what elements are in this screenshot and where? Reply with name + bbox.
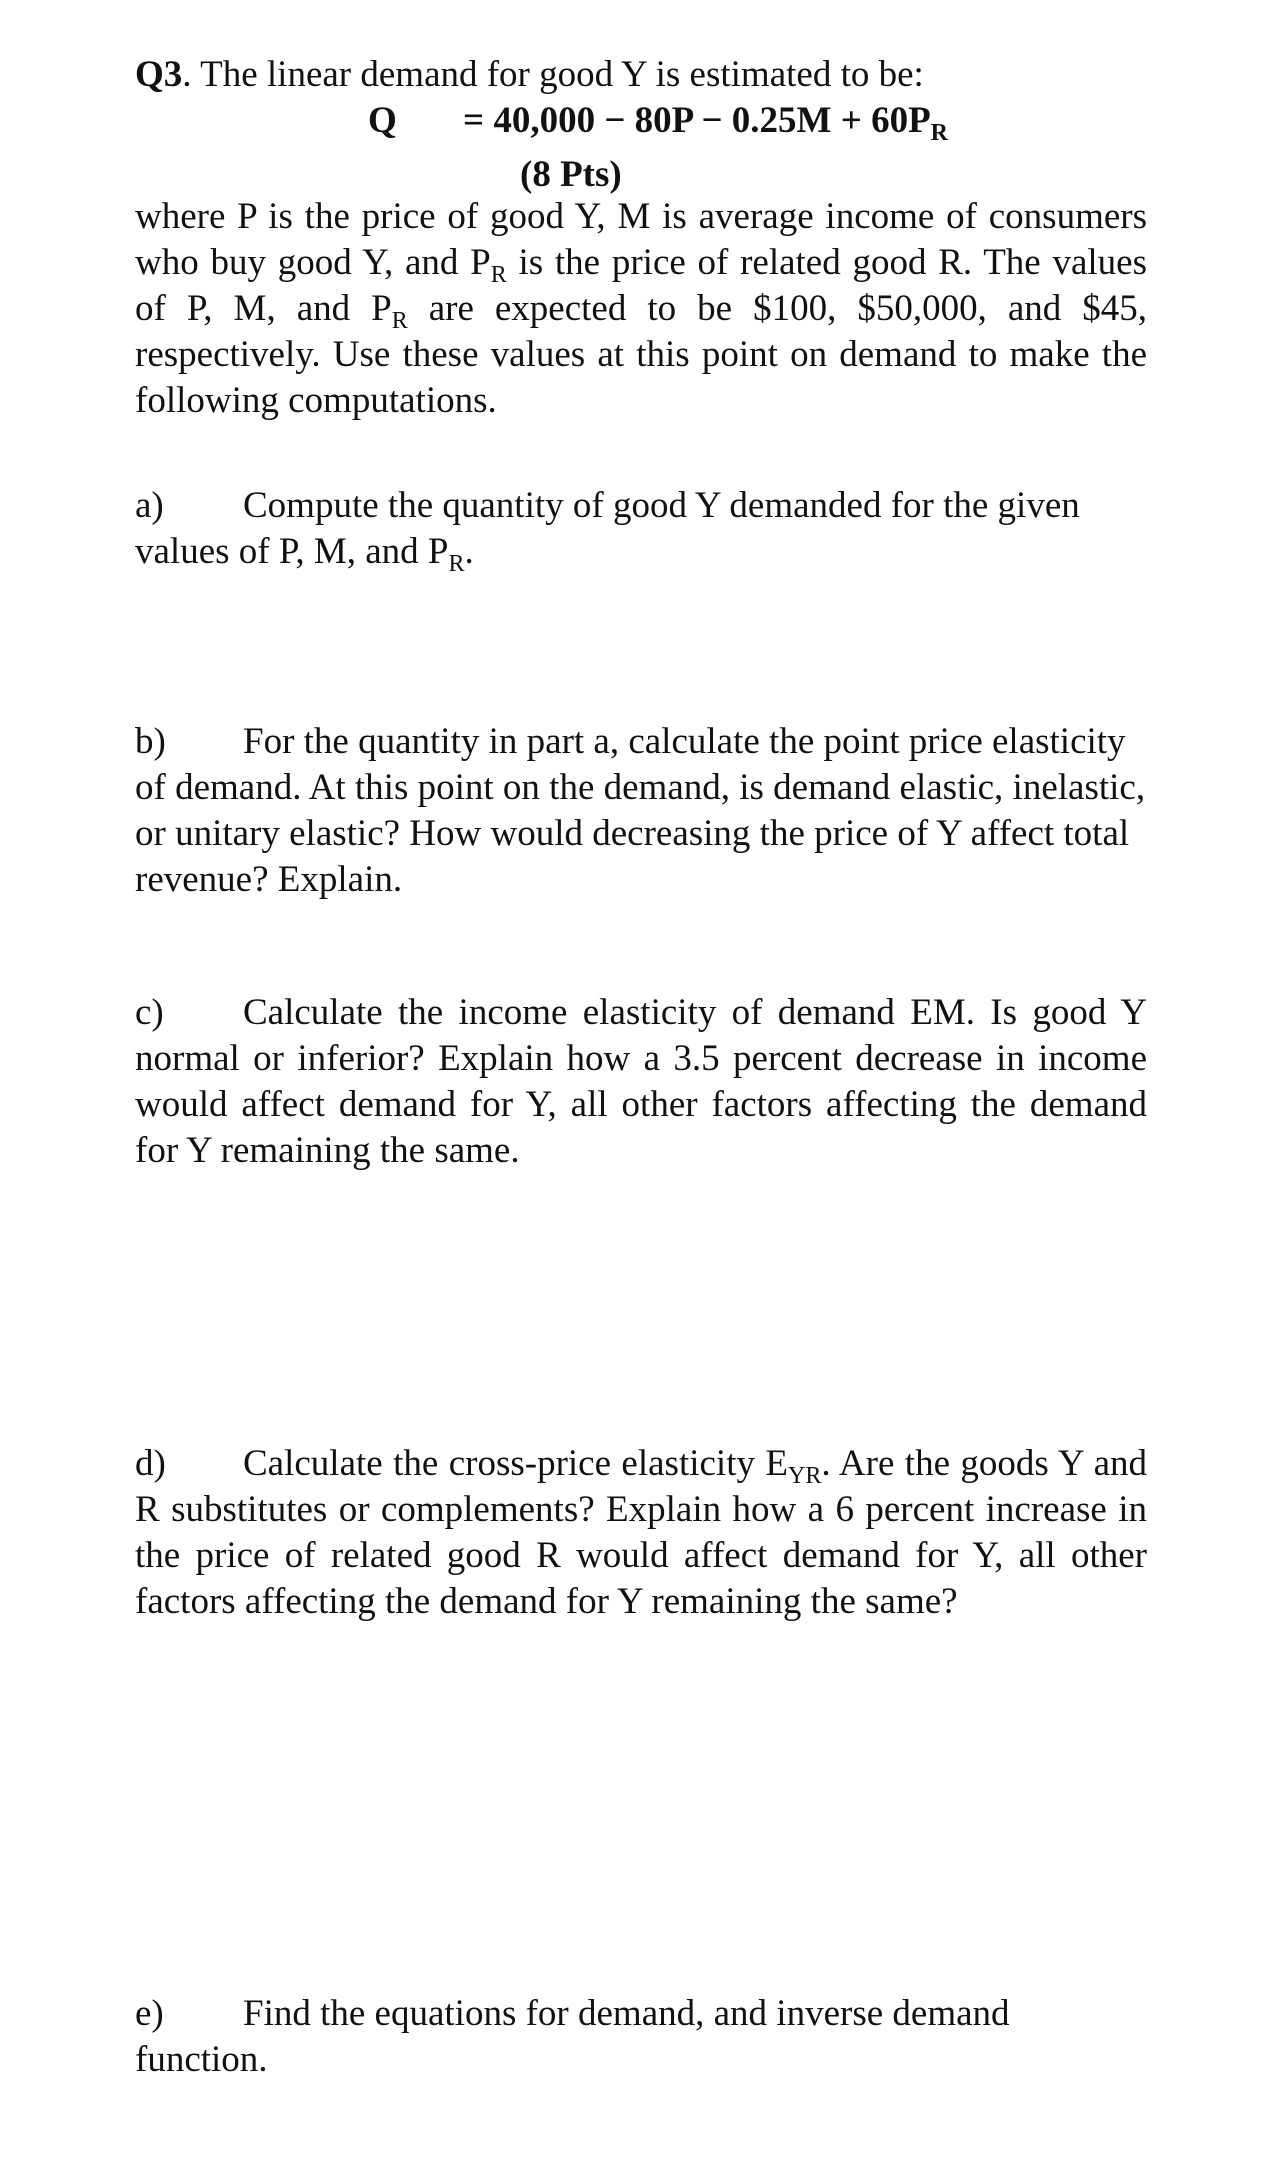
part-a-label: a)	[135, 485, 164, 526]
part-c-text: Calculate the income elasticity of demand EM. Is good Y normal or inferior? Explain how a 3.5 percent decrease in income would affect demand for Y, all other factors affecting the demand for Y remaining the same.	[135, 992, 1147, 1171]
intro-paragraph	[135, 194, 1147, 424]
demand-equation	[135, 98, 1147, 144]
part-b-label: b)	[135, 721, 166, 762]
part-d-label: d)	[135, 1443, 166, 1484]
intro-text-1: where P is the price of good Y, M is average income of consumers who buy good Y, and P	[135, 196, 1147, 283]
part-b-text: For the quantity in part a, calculate the point price elasticity of demand. At this point on the demand, is demand elastic, inelastic, or unitary elastic? How would decreasing the price of Y affect total revenue? Explain.	[135, 721, 1146, 900]
part-a-subscript: R	[448, 551, 465, 577]
part-d-text-2: . Are the goods Y and R substitutes or complements? Explain how a 6 percent increase in the price of related good R would affect demand for Y, all other factors affecting the demand for Y remaining the same?	[135, 1443, 1147, 1622]
part-a-text-2: .	[464, 531, 474, 572]
intro-subscript-2: R	[391, 308, 408, 334]
part-c-label: c)	[135, 992, 164, 1033]
intro-text-2: is the price of related good R. The values of P, M, and P	[135, 242, 1147, 329]
equation-rhs: = 40,000 − 80P − 0.25M + 60P	[463, 100, 931, 141]
intro-subscript-1: R	[490, 262, 507, 288]
question-document	[135, 52, 1147, 2080]
part-e-text: Find the equations for demand, and inverse demand function.	[135, 1993, 1010, 2080]
equation-lhs: Q	[368, 100, 397, 141]
part-e	[135, 1991, 1147, 2083]
points-label: (8 Pts)	[520, 154, 622, 195]
part-c	[135, 990, 1147, 1174]
part-e-label: e)	[135, 1993, 164, 2034]
question-heading	[135, 52, 1147, 98]
equation-subscript: R	[930, 120, 949, 146]
intro-text-3: are expected to be $100, $50,000, and $45, respectively. Use these values at this point on demand to make the following computations.	[135, 288, 1147, 421]
part-b	[135, 719, 1147, 903]
part-d	[135, 1441, 1147, 1625]
part-d-text-1: Calculate the cross-price elasticity E	[243, 1443, 788, 1484]
question-number: Q3	[135, 54, 183, 95]
part-d-subscript: YR	[787, 1463, 822, 1489]
part-a-text-1: Compute the quantity of good Y demanded for the given values of P, M, and P	[135, 485, 1080, 572]
part-a	[135, 483, 1147, 575]
question-title: . The linear demand for good Y is estimated to be:	[182, 54, 924, 95]
